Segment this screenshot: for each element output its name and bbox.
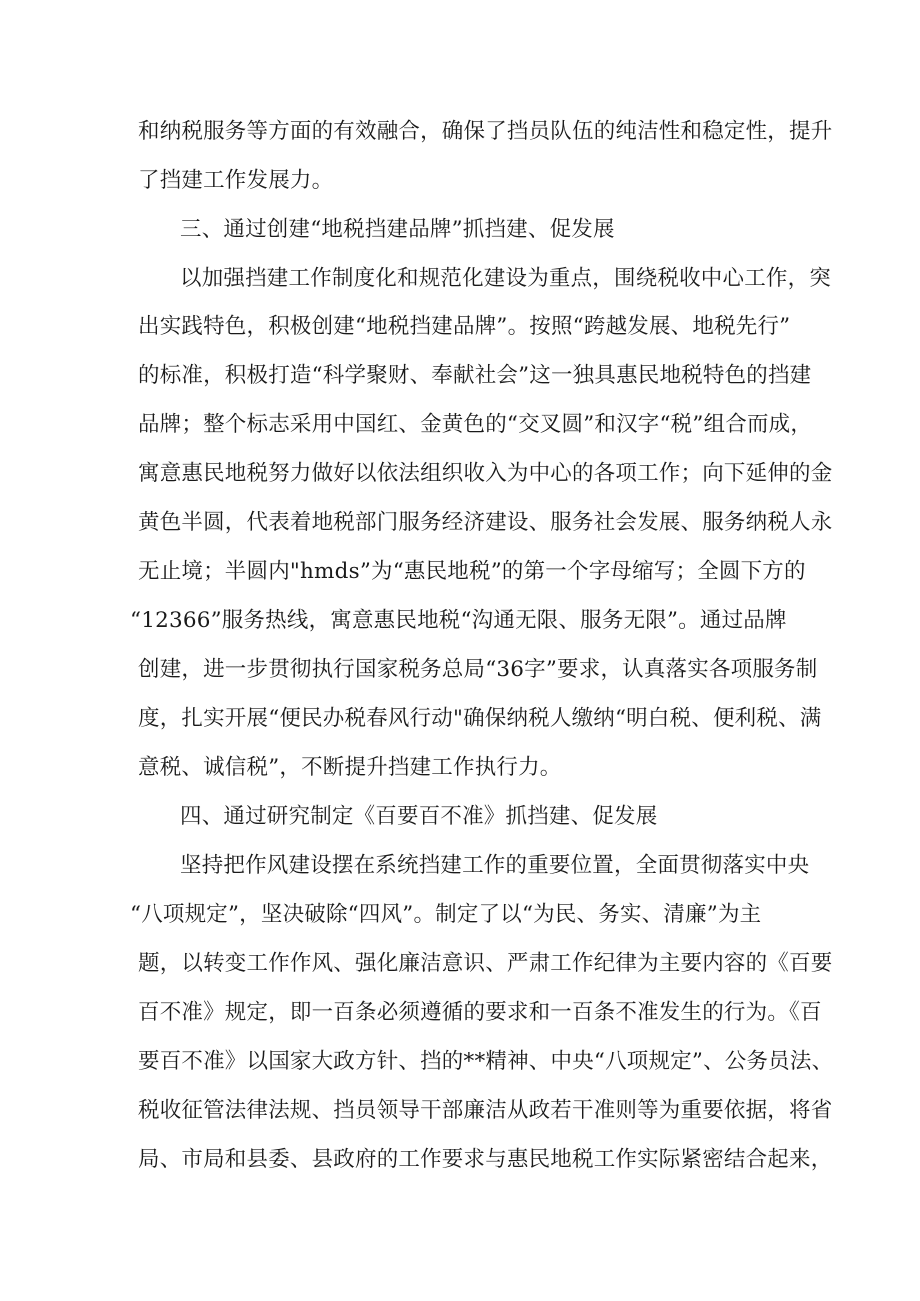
- text-line: 无止境；半圆内"hmds”为“惠民地税”的第一个字母缩写；全圆下方的: [138, 559, 806, 584]
- text-line: 的标准，积极打造“科学聚财、奉献社会”这一独具惠民地税特色的挡建: [138, 363, 812, 388]
- text-line: 局、市局和县委、县政府的工作要求与惠民地税工作实际紧密结合起来，: [138, 1147, 833, 1172]
- text-line: 度，扎实开展“便民办税春风行动"确保纳税人缴纳“明白税、便利税、满: [138, 706, 822, 731]
- text-line: “八项规定”，坚决破除“四风”。制定了以“为民、务实、清廉”为主: [130, 902, 762, 927]
- section-heading-4: 四、通过研究制定《百要百不准》抓挡建、促发展: [180, 804, 658, 829]
- text-line: 创建，进一步贯彻执行国家税务总局“36字”要求，认真落实各项服务制: [138, 657, 818, 682]
- text-line: 意税、诚信税”，不断提升挡建工作执行力。: [138, 755, 562, 780]
- text-line: 黄色半圆，代表着地税部门服务经济建设、服务社会发展、服务纳税人永: [138, 510, 833, 535]
- text-line: 税收征管法律法规、挡员领导干部廉洁从政若干准则等为重要依据，将省: [138, 1098, 833, 1123]
- text-line: 题，以转变工作作风、强化廉洁意识、严肃工作纪律为主要内容的《百要: [138, 951, 833, 976]
- text-line: 和纳税服务等方面的有效融合，确保了挡员队伍的纯洁性和稳定性，提升: [138, 119, 833, 144]
- text-line: “12366”服务热线，寓意惠民地税“沟通无限、服务无限”。通过品牌: [130, 608, 787, 633]
- paragraph-start: 以加强挡建工作制度化和规范化建设为重点，围绕税收中心工作，突: [180, 266, 832, 291]
- paragraph-start: 坚持把作风建设摆在系统挡建工作的重要位置，全面贯彻落实中央: [180, 853, 810, 878]
- text-line: 寓意惠民地税努力做好以依法组织收入为中心的各项工作；向下延伸的金: [138, 461, 833, 486]
- text-line: 了挡建工作发展力。: [138, 168, 334, 193]
- text-line: 品牌；整个标志采用中国红、金黄色的“交叉圆”和汉字“税”组合而成，: [138, 412, 813, 437]
- text-line: 出实践特色，积极创建“地税挡建品牌”。按照“跨越发展、地税先行”: [138, 314, 791, 339]
- section-heading-3: 三、通过创建“地税挡建品牌”抓挡建、促发展: [180, 217, 615, 242]
- text-line: 要百不准》以国家大政方针、挡的**精神、中央“八项规定”、公务员法、: [138, 1049, 834, 1074]
- text-line: 百不准》规定，即一百条必须遵循的要求和一百条不准发生的行为。《百: [138, 1000, 822, 1025]
